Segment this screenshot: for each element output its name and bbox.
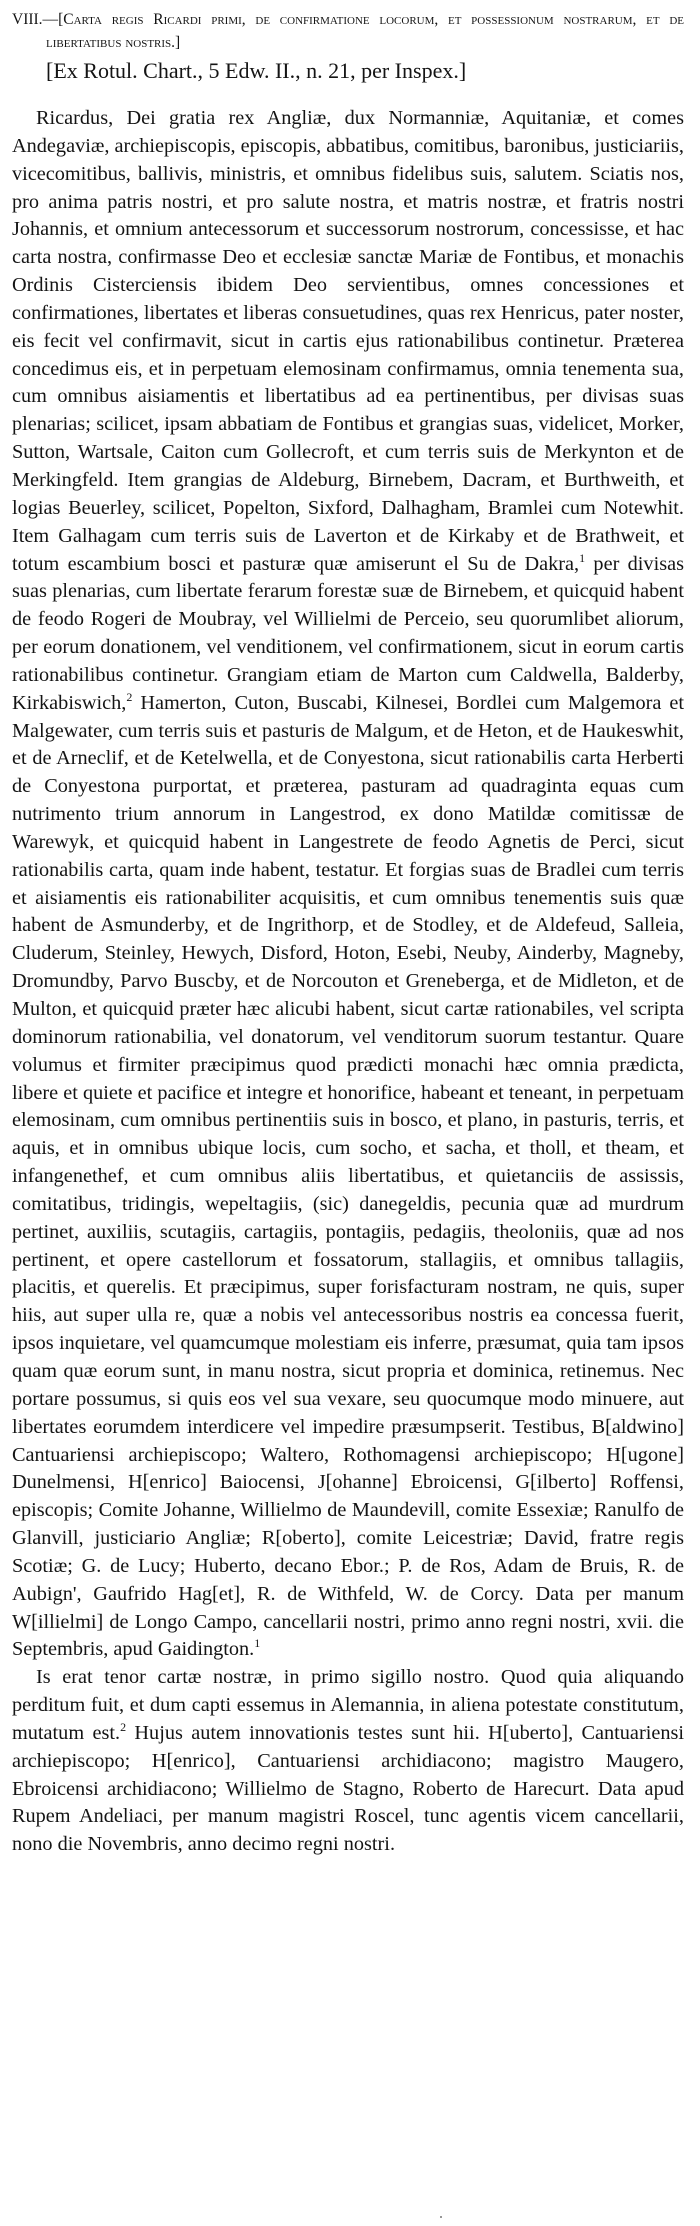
source-citation: [Ex Rotul. Chart., 5 Edw. II., n. 21, per Inspex.] bbox=[46, 58, 467, 83]
document-page bbox=[12, 8, 684, 1859]
footnote-marker: 1 bbox=[579, 550, 586, 565]
footnote-marker: 1 bbox=[254, 1636, 261, 1651]
paragraph-text: Is erat tenor cartæ nostræ, in primo sigillo nostro. Quod quia aliquando perditum fuit, et dum capti essemus in Alemannia, in aliena potestate constitutum, mutatum est. bbox=[12, 1666, 684, 1744]
charter-title: [Carta regis Ricardi primi, de confirmatione locorum, et possessionum nostrarum, et de libertatibus nostris.] bbox=[46, 11, 684, 51]
footnote-marker: 2 bbox=[120, 1720, 127, 1735]
footnote-marker: 2 bbox=[126, 689, 133, 704]
charter-number: VIII.— bbox=[12, 11, 59, 28]
charter-body bbox=[12, 105, 684, 1859]
charter-paragraph-2 bbox=[12, 1664, 684, 1859]
paragraph-text: Ricardus, Dei gratia rex Angliæ, dux Normanniæ, Aquitaniæ, et comes Andegaviæ, archiepiscopis, episcopis, abbatibus, comitibus, baronibus, justiciariis, vicecomitibus, ballivis, ministris, et omnibus fidelibus suis, salutem. Sciatis nos, pro anima patris nostri, et pro salute nostra, et matris nostræ, et fratris nostri Johannis, et omnium antecessorum et successorum nostrorum, concessisse, et hac carta nostra, confirmasse Deo et ecclesiæ sanctæ Mariæ de Fontibus, et monachis Ordinis Cisterciensis ibidem Deo servientibus, omnes concessiones et confirmationes, libertates et liberas consuetudines, quas rex Henricus, pater noster, eis fecit vel confirmavit, sicut in cartis ejus rationabilibus continetur. Præterea concedimus eis, et in perpetuam elemosinam confirmamus, omnia tenementa sua, cum omnibus aisiamentis et libertatibus ad ea pertinentibus, per divisas suas plenarias; scilicet, ipsam abbatiam de Fontibus et grangias suas, videlicet, Morker, Sutton, Wartsale, Caiton cum Gollecroft, et cum terris suis de Merkynton et de Merkingfeld. Item grangias de Aldeburg, Birnebem, Dacram, et Burthweith, et logias Beuerley, scilicet, Popelton, Sixford, Dalhagham, Bramlei cum Notewhit. Item Galhagam cum terris suis de Laverton et de Kirkaby et de Brathweit, et totum escambium bosci et pasturæ quæ amiserunt el Su de Dakra, bbox=[12, 107, 684, 575]
charter-paragraph-1 bbox=[12, 105, 684, 1664]
paragraph-text: Hamerton, Cuton, Buscabi, Kilnesei, Bordlei cum Malgemora et Malgewater, cum terris suis et pasturis de Malgum, et de Heton, et de Haukeswhit, et de Arneclif, et de Ketelwella, et de Conyestona, sicut rationabilis carta Herberti de Conyestona purportat, et præterea, pasturam ad quadraginta equas cum nutrimento trium annorum in Langestrod, ex dono Matildæ comitissæ de Warewyk, et quicquid habent in Langestrete de feodo Agnetis de Perci, sicut rationabilis carta, quam inde habent, testatur. Et forgias suas de Bradlei cum terris et aisiamentis eis rationabiliter acquisitis, et cum omnibus tenementis suis quæ habent de Asmunderby, et de Ingrithorp, et de Stodley, et de Aldefeud, Salleia, Cluderum, Steinley, Hewych, Disford, Hoton, Esebi, Neuby, Ainderby, Magneby, Dromundby, Parvo Buscby, et de Norcouton et Greneberga, et de Midleton, et de Multon, et quicquid præter hæc alicubi habent, sicut cartæ rationabiles, vel scripta dominorum rationabilia, vel donatorum, vel venditorum suorum testantur. Quare volumus et firmiter præcipimus quod prædicti monachi hæc omnia prædicta, libere et quiete et pacifice et integre et honorifice, habeant et teneant, in perpetuam elemosinam, cum omnibus pertinentiis suis in bosco, et plano, in pasturis, terris, et aquis, et in omnibus ubique locis, cum socho, et sacha, et tholl, et theam, et infangenethef, et cum omnibus aliis libertatibus, et quietanciis de assissis, comitatibus, tridingis, wepeltagiis, (sic) danegeldis, pecunia quæ ad murdrum pertinet, auxiliis, scutagiis, cartagiis, pontagiis, pedagiis, theoloniis, quæ ad nos pertinent, et opere castellorum et fossatorum, stallagiis, et omnibus tallagiis, placitis, et querelis. Et præcipimus, super forisfacturam nostram, ne quis, super hiis, aut super ulla re, quæ a nobis vel antecessoribus nostris ea concessa fuerit, ipsos inquietare, vel quamcumque molestiam eis inferre, præsumat, quia tam ipsos quam quæ eorum sunt, in manu nostra, sicut propria et dominica, retinemus. Nec portare possumus, si quis eos vel sua vexare, seu quocumque modo minuere, aut libertates eorumdem interdicere vel impedire præsumpserit. Testibus, B[aldwino] Cantuariensi archiepiscopo; Waltero, Rothomagensi archiepiscopo; H[ugone] Dunelmensi, H[enrico] Baiocensi, J[ohanne] Ebroicensi, G[ilberto] Roffensi, episcopis; Comite Johanne, Willielmo de Maundevill, comite Essexiæ; Ranulfo de Glanvill, justiciario Angliæ; R[oberto], comite Leicestriæ; David, fratre regis Scotiæ; G. de Lucy; Huberto, decano Ebor.; P. de Ros, Adam de Bruis, R. de Aubign', Gaufrido Hag[et], R. de Withfeld, W. de Corcy. Data per manum W[illielmi] de Longo Campo, cancellarii nostri, primo anno regni nostri, xvii. die Septembris, apud Gaidington. bbox=[12, 691, 684, 1661]
paragraph-text: per divisas suas plenarias, cum libertate ferarum forestæ suæ de Birnebem, et quicquid habent de feodo Rogeri de Moubray, vel Willielmi de Perceio, seu quorumlibet aliorum, per eorum donationem, vel venditionem, vel confirmationem, sicut in eorum cartis rationabilibus continetur. Grangiam etiam de Marton cum Caldwella, Balderby, Kirkabiswich, bbox=[12, 552, 684, 714]
charter-heading bbox=[12, 8, 684, 54]
page-speck bbox=[440, 2216, 442, 2218]
paragraph-text: Hujus autem innovationis testes sunt hii. H[uberto], Cantuariensi archiepiscopo; H[enrico], Cantuariensi archidiacono; magistro Maugero, Ebroicensi archidiacono; Willielmo de Stagno, Roberto de Harecurt. Data apud Rupem Andeliaci, per manum magistri Roscel, tunc agentis vicem cancellarii, nono die Novembris, anno decimo regni nostri. bbox=[12, 1721, 684, 1856]
